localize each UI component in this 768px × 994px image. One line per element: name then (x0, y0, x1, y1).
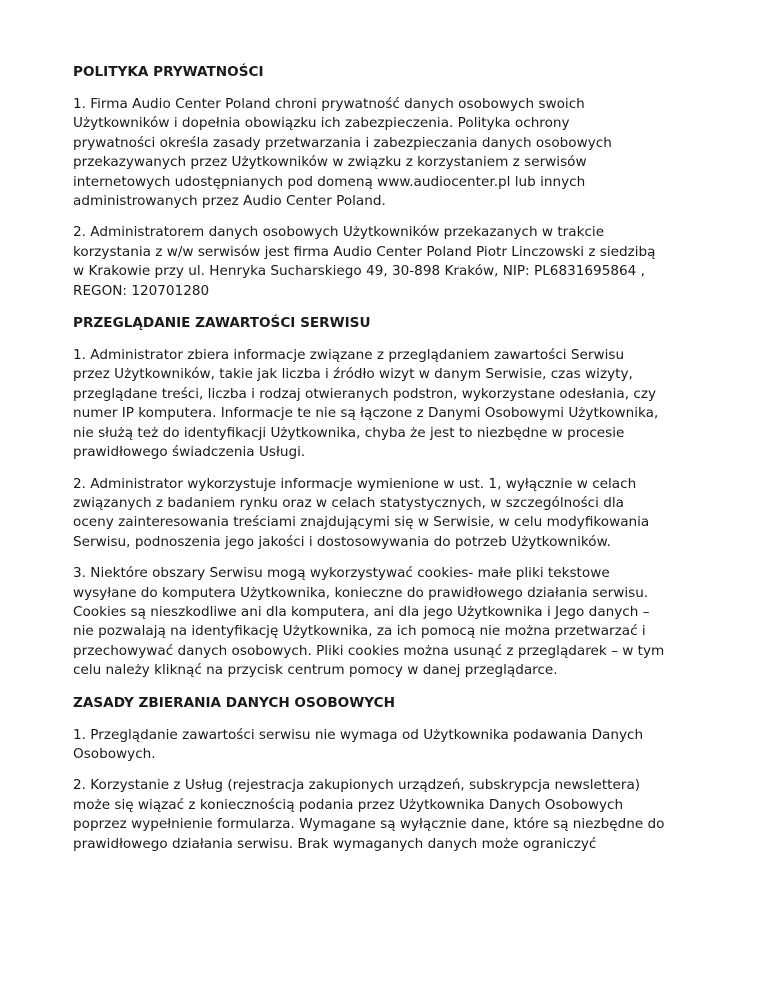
text-line: 1. Administrator zbiera informacje związane z przeglądaniem zawartości Serwisu (73, 347, 625, 364)
text-line: 2. Administratorem danych osobowych Użytkowników przekazanych w trakcie (73, 224, 605, 241)
text-line: przeglądane treści, liczba i rodzaj otwieranych podstron, wykorzystane odesłania, czy (73, 385, 657, 402)
text-line: nie służą też do identyfikacji Użytkownika, chyba że jest to niezbędne w procesie (73, 424, 625, 441)
section-heading-browsing: PRZEGLĄDANIE ZAWARTOŚCI SERWISU (73, 315, 371, 332)
text-line: związanych z badaniem rynku oraz w celach statystycznych, w szczególności dla (73, 494, 624, 511)
paragraph (73, 95, 713, 211)
text-line: 2. Administrator wykorzystuje informacje wymienione w ust. 1, wyłącznie w celach (73, 475, 637, 492)
text-line: przekazywanych przez Użytkowników w związku z korzystaniem z serwisów (73, 154, 587, 171)
text-line: REGON: 120701280 (73, 282, 210, 299)
text-line: 1. Przeglądanie zawartości serwisu nie wymaga od Użytkownika podawania Danych (73, 726, 644, 743)
text-line: Serwisu, podnoszenia jego jakości i dostosowywania do potrzeb Użytkowników. (73, 533, 611, 550)
text-line: oceny zainteresowania treściami znajdującymi się w Serwisie, w celu modyfikowania (73, 514, 650, 531)
text-line: Cookies są nieszkodliwe ani dla komputera, ani dla jego Użytkownika i Jego danych – (73, 603, 650, 620)
text-line: numer IP komputera. Informacje te nie są łączone z Danymi Osobowymi Użytkownika, (73, 405, 659, 422)
text-line: może się wiązać z koniecznością podania przez Użytkownika Danych Osobowych (73, 796, 624, 813)
text-line: Użytkowników i dopełnia obowiązku ich zabezpieczenia. Polityka ochrony (73, 115, 570, 132)
text-line: celu należy kliknąć na przycisk centrum pomocy w danej przeglądarce. (73, 662, 558, 679)
text-line: w Krakowie przy ul. Henryka Sucharskiego 49, 30-898 Kraków, NIP: PL6831695864 , (73, 263, 645, 280)
paragraph (73, 223, 713, 301)
text-line: administrowanych przez Audio Center Poland. (73, 193, 386, 210)
text-line: 3. Niektóre obszary Serwisu mogą wykorzystywać cookies- małe pliki tekstowe (73, 565, 610, 582)
text-line: internetowych udostępnianych pod domeną www.audiocenter.pl lub innych (73, 173, 586, 190)
text-line: wysyłane do komputera Użytkownika, konieczne do prawidłowego działania serwisu. (73, 584, 649, 601)
text-line: prywatności określa zasady przetwarzania i zabezpieczania danych osobowych (73, 134, 612, 151)
paragraph (73, 726, 713, 765)
text-line: poprzez wypełnienie formularza. Wymagane są wyłącznie dane, które są niezbędne do (73, 816, 665, 833)
text-line: 2. Korzystanie z Usług (rejestracja zakupionych urządzeń, subskrypcja newslettera) (73, 777, 641, 794)
section-heading-privacy-policy: POLITYKA PRYWATNOŚCI (73, 64, 264, 80)
section-heading-data-collection: ZASADY ZBIERANIA DANYCH OSOBOWYCH (73, 694, 395, 711)
text-line: 1. Firma Audio Center Poland chroni prywatność danych osobowych swoich (73, 96, 585, 112)
paragraph (73, 564, 713, 680)
text-line: korzystania z w/w serwisów jest firma Audio Center Poland Piotr Linczowski z siedzibą (73, 243, 656, 260)
text-line: Osobowych. (73, 745, 156, 762)
paragraph (73, 475, 713, 553)
document-page (73, 62, 713, 866)
text-line: prawidłowego działania serwisu. Brak wymaganych danych może ograniczyć (73, 835, 597, 852)
text-line: nie pozwalają na identyfikację Użytkownika, za ich pomocą nie można przetwarzać i (73, 623, 646, 640)
paragraph (73, 776, 713, 854)
paragraph (73, 346, 713, 462)
text-line: przechowywać danych osobowych. Pliki cookies można usunąć z przeglądarek – w tym (73, 642, 665, 659)
text-line: prawidłowego świadczenia Usługi. (73, 444, 306, 461)
text-line: przez Użytkowników, takie jak liczba i źródło wizyt w danym Serwisie, czas wizyty, (73, 366, 633, 383)
